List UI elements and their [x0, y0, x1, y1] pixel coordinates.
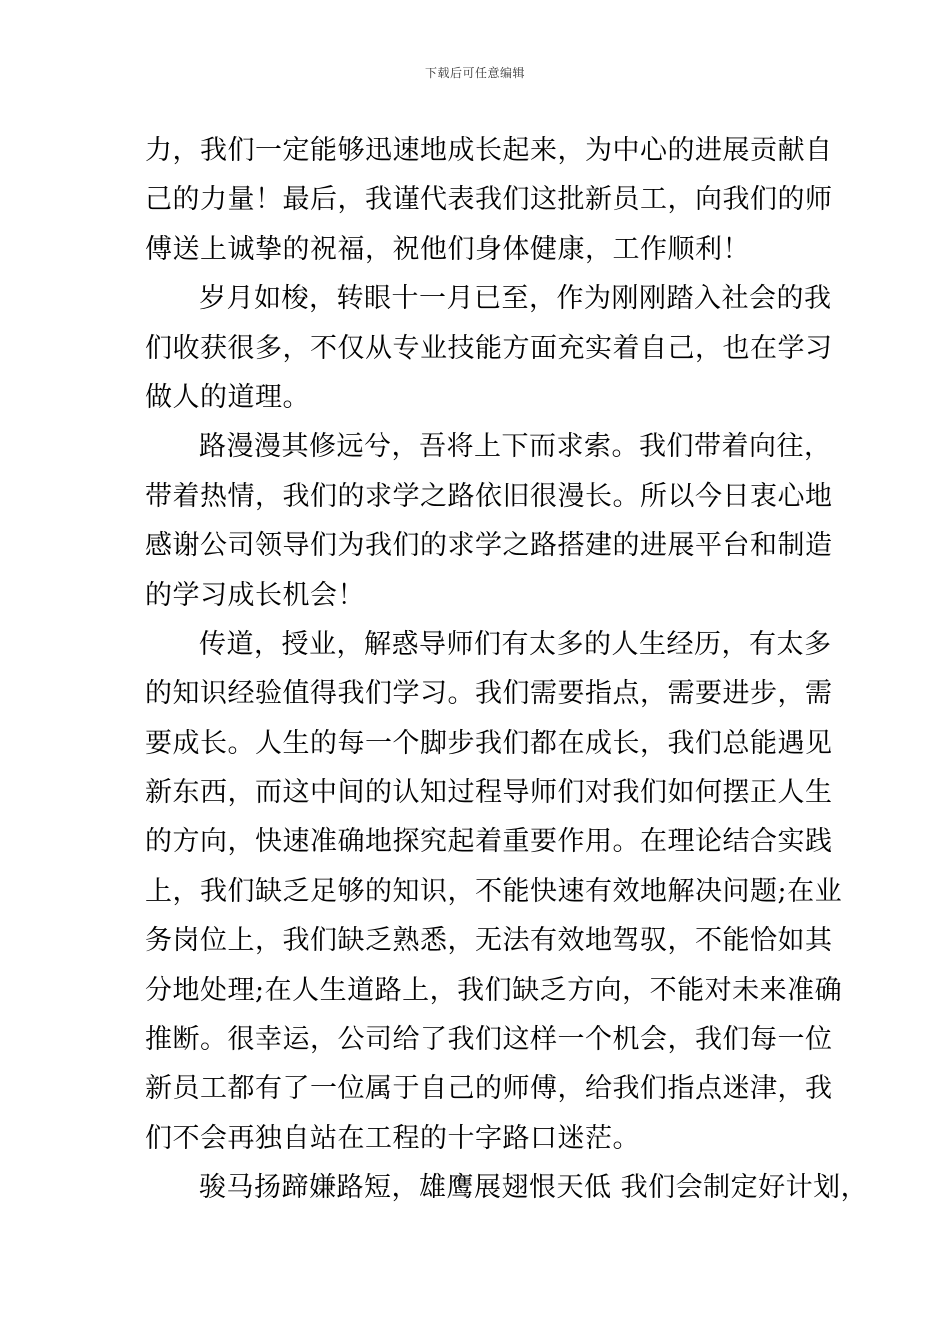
- text-line: 分地处理;在人生道路上，我们缺乏方向，不能对未来准确: [145, 974, 843, 1006]
- text-line: 新东西，而这中间的认知过程导师们对我们如何摆正人生: [145, 777, 833, 809]
- text-line: 新员工都有了一位属于自己的师傅，给我们指点迷津，我: [145, 1073, 833, 1105]
- text-line: 傅送上诚挚的祝福，祝他们身体健康，工作顺利！: [145, 233, 750, 265]
- text-line: 己的力量！最后，我谨代表我们这批新员工，向我们的师: [145, 184, 833, 216]
- text-line: 务岗位上，我们缺乏熟悉，无法有效地驾驭，不能恰如其: [145, 925, 833, 957]
- text-line: 的知识经验值得我们学习。我们需要指点，需要进步，需: [145, 678, 833, 710]
- text-line: 推断。很幸运，公司给了我们这样一个机会，我们每一位: [145, 1024, 833, 1056]
- paragraph-first-line: 岁月如梭，转眼十一月已至，作为刚刚踏入社会的我: [199, 283, 832, 315]
- text-line: 上，我们缺乏足够的知识，不能快速有效地解决问题;在业: [145, 875, 843, 907]
- text-line: 做人的道理。: [145, 381, 310, 413]
- paragraph-first-line: 路漫漫其修远兮，吾将上下而求索。我们带着向往，: [199, 431, 832, 463]
- text-line: 们收获很多，不仅从专业技能方面充实着自己，也在学习: [145, 332, 833, 364]
- paragraph-first-line: 骏马扬蹄嫌路短，雄鹰展翅恨天低 我们会制定好计划，: [199, 1172, 869, 1204]
- text-line: 的学习成长机会！: [145, 579, 365, 611]
- document-body: [145, 126, 869, 1213]
- page-header: 下载后可任意编辑: [424, 66, 525, 80]
- text-line: 带着热情，我们的求学之路依旧很漫长。所以今日衷心地: [145, 480, 833, 512]
- text-line: 们不会再独自站在工程的十字路口迷茫。: [145, 1122, 640, 1154]
- text-line: 的方向，快速准确地探究起着重要作用。在理论结合实践: [145, 826, 833, 858]
- text-line: 感谢公司领导们为我们的求学之路搭建的进展平台和制造: [145, 530, 833, 562]
- text-line: 力，我们一定能够迅速地成长起来，为中心的进展贡献自: [145, 135, 833, 166]
- paragraph-first-line: 传道，授业，解惑导师们有太多的人生经历，有太多: [199, 628, 832, 660]
- text-line: 要成长。人生的每一个脚步我们都在成长，我们总能遇见: [145, 727, 833, 759]
